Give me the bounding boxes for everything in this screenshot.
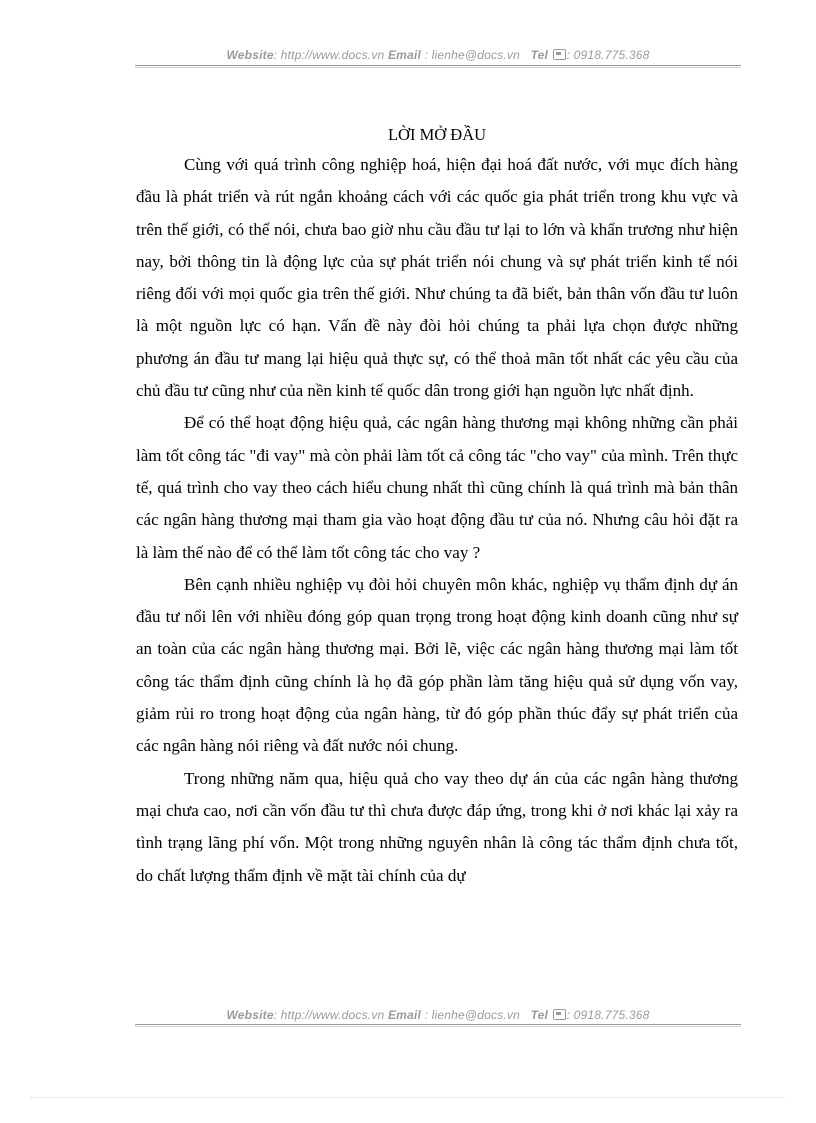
header-tel-label: Tel [530, 48, 549, 62]
footer-website-label: Website [226, 1008, 274, 1022]
footer-email-label: Email [387, 1008, 421, 1022]
header-website-value: : http://www.docs.vn [273, 48, 385, 62]
document-body [136, 121, 738, 892]
paragraph-3: Bên cạnh nhiều nghiệp vụ đòi hỏi chuyên môn khác, nghiệp vụ thẩm định dự án đầu tư nổi lên với nhiều đóng góp quan trọng trong hoạt động kinh doanh cũng như sự an toàn của các ngân hàng thương mại. Bởi lẽ, việc các ngân hàng thương mại làm tốt công tác thẩm định cũng chính là họ đã góp phần làm tăng hiệu quả sử dụng vốn vay, giảm rủi ro trong hoạt động của ngân hàng, từ đó góp phần thúc đẩy sự phát triển của các ngân hàng nói riêng và đất nước nói chung. [136, 574, 738, 756]
page-footer [135, 1008, 741, 1028]
footer-website-value: : http://www.docs.vn [273, 1008, 385, 1022]
page-header [135, 48, 741, 68]
footer-tel-value: : 0918.775.368 [566, 1008, 650, 1022]
paragraph-1: Cùng với quá trình công nghiệp hoá, hiện đại hoá đất nước, với mục đích hàng đầu là phát triển và rút ngắn khoảng cách với các quốc gia phát triển trong khu vực và trên thế giới, có thể nói, chưa bao giờ nhu cầu đầu tư lại to lớn và khẩn trương như hiện nay, bởi thông tin là động lực của sự phát triển nói chung và sự phát triển kinh tế nói riêng đối với mọi quốc gia trên thế giới. Như chúng ta đã biết, bản thân vốn đầu tư luôn là một nguồn lực có hạn. Vấn đề này đòi hỏi chúng ta phải lựa chọn được những phương án đầu tư mang lại hiệu quả thực sự, có thể thoả mãn tốt nhất các yêu cầu của chủ đầu tư cũng như của nền kinh tế quốc dân trong giới hạn nguồn lực nhất định. [136, 155, 738, 401]
footer-email-value: : lienhe@docs.vn [420, 1008, 520, 1022]
header-tel-value: : 0918.775.368 [566, 48, 650, 62]
telephone-icon [553, 49, 566, 60]
header-email-label: Email [387, 48, 421, 62]
paragraph-2: Để có thể hoạt động hiệu quả, các ngân hàng thương mại không những cần phải làm tốt công tác "đi vay" mà còn phải làm tốt cả công tác "cho vay" của mình. Trên thực tế, quá trình cho vay theo cách hiểu chung nhất thì cũng chính là quá trình mà bản thân các ngân hàng thương mại tham gia vào hoạt động đầu tư của nó. Nhưng câu hỏi đặt ra là làm thế nào để có thể làm tốt công tác cho vay ? [136, 413, 738, 562]
footer-rule [135, 1024, 741, 1027]
header-email-value: : lienhe@docs.vn [420, 48, 520, 62]
paragraph-4: Trong những năm qua, hiệu quả cho vay theo dự án của các ngân hàng thương mại chưa cao, nơi cần vốn đầu tư thì chưa được đáp ứng, trong khi ở nơi khác lại xảy ra tình trạng lãng phí vốn. Một trong những nguyên nhân là công tác thẩm định chưa tốt, do chất lượng thẩm định về mặt tài chính của dự [136, 768, 738, 885]
page-title: LỜI MỞ ĐẦU [387, 125, 487, 144]
header-website-label: Website [226, 48, 274, 62]
footer-tel-label: Tel [530, 1008, 549, 1022]
telephone-icon [553, 1009, 566, 1020]
page-bottom-divider [30, 1097, 786, 1098]
header-rule [135, 65, 741, 68]
